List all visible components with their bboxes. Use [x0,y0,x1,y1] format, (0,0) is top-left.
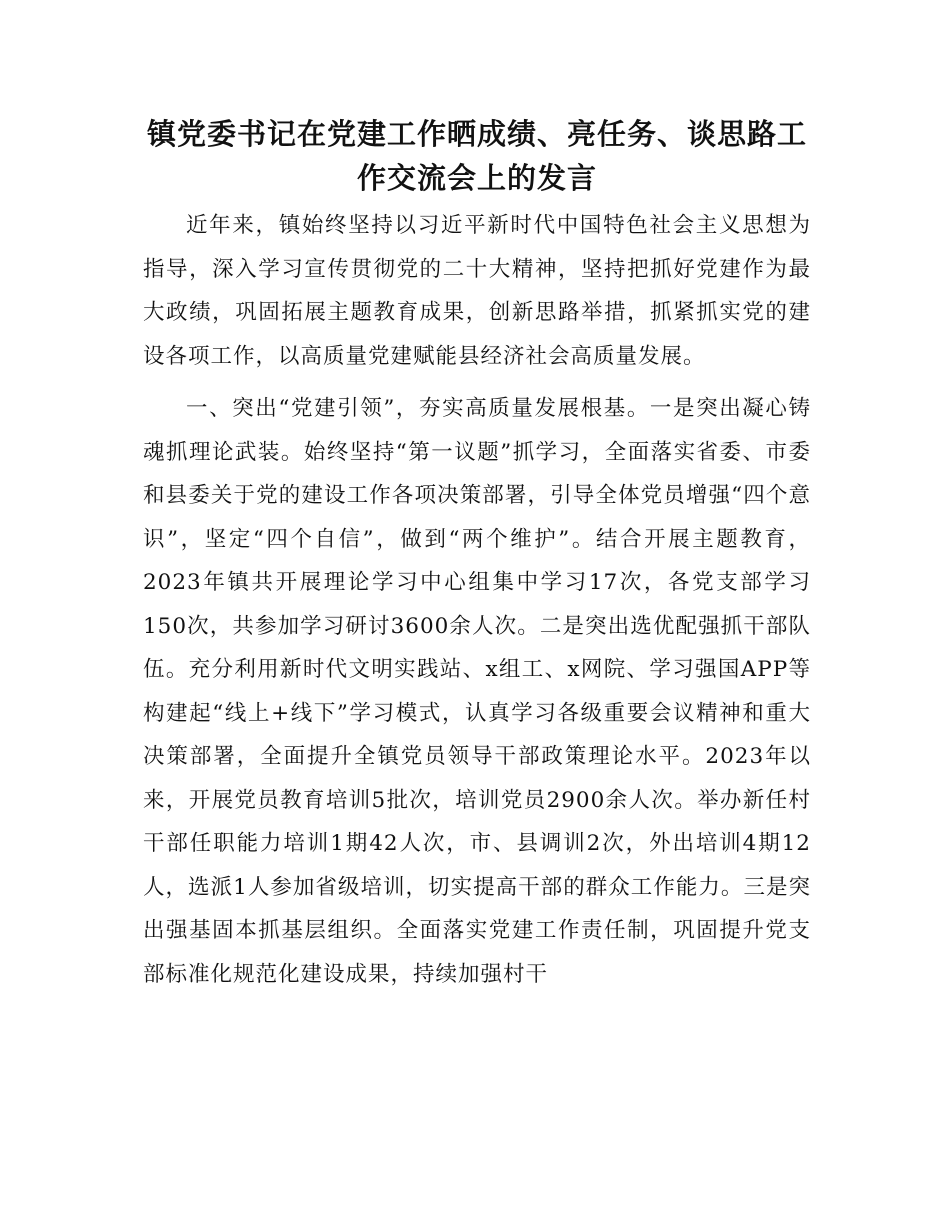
document-body [143,112,811,1005]
section-one-paragraph: 一、突出“党建引领”，夯实高质量发展根基。一是突出凝心铸魂抓理论武装。始终坚持“第一议题”抓学习，全面落实省委、市委和县委关于党的建设工作各项决策部署，引导全体党员增强“四个意识”，坚定“四个自信”，做到“两个维护”。结合开展主题教育，2023年镇共开展理论学习中心组集中学习17次，各党支部学习150次，共参加学习研讨3600余人次。二是突出选优配强抓干部队伍。充分利用新时代文明实践站、x组工、x网院、学习强国APP等构建起“线上+线下”学习模式，认真学习各级重要会议精神和重大决策部署，全面提升全镇党员领导干部政策理论水平。2023年以来，开展党员教育培训5批次，培训党员2900余人次。举办新任村干部任职能力培训1期42人次，市、县调训2次，外出培训4期12人，选派1人参加省级培训，切实提高干部的群众工作能力。三是突出强基固本抓基层组织。全面落实党建工作责任制，巩固提升党支部标准化规范化建设成果，持续加强村干 [143,396,811,987]
intro-paragraph: 近年来，镇始终坚持以习近平新时代中国特色社会主义思想为指导，深入学习宣传贯彻党的二十大精神，坚持把抓好党建作为最大政绩，巩固拓展主题教育成果，创新思路举措，抓紧抓实党的建设各项工作，以高质量党建赋能县经济社会高质量发展。 [143,213,811,369]
document-title: 镇党委书记在党建工作晒成绩、亮任务、谈思路工作交流会上的发言 [146,117,807,195]
